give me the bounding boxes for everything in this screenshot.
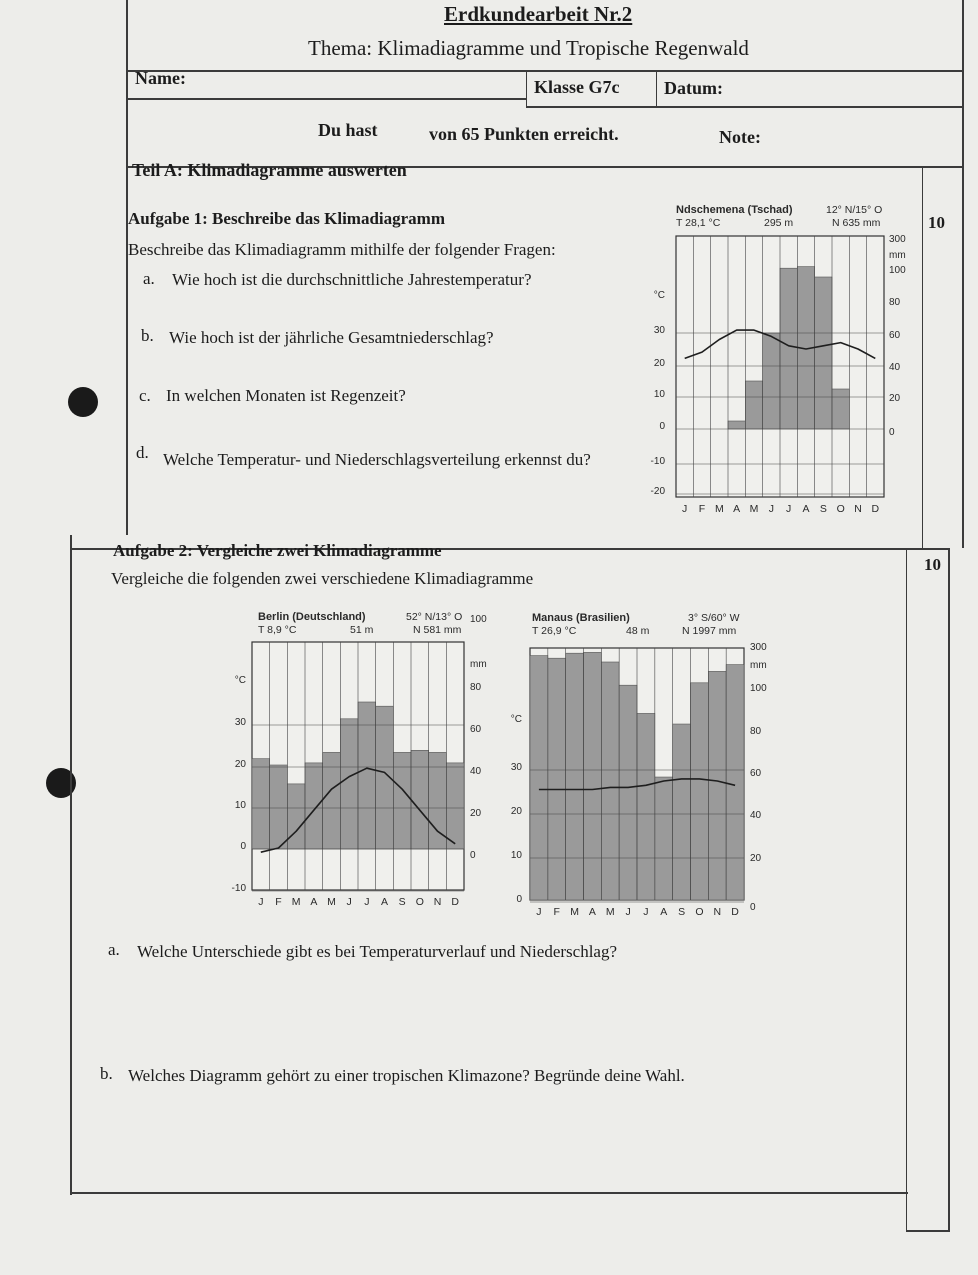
precip-bar-a-7 (655, 777, 673, 900)
climate-chart-ndschamena (651, 204, 907, 515)
score-prefix: Du hast (318, 120, 378, 140)
month-label-6: J (786, 503, 792, 515)
month-label-1: F (275, 896, 282, 908)
precip-tick-label: 80 (470, 682, 482, 693)
month-label-0: J (536, 906, 542, 918)
month-label-5: J (346, 896, 352, 908)
name-label: Name: (135, 68, 186, 88)
precip-tick-label: 20 (750, 853, 762, 864)
precip-bar-j-0 (252, 759, 270, 849)
temp-tick-label: -10 (231, 883, 246, 894)
chart-title: Berlin (Deutschland) (258, 611, 366, 623)
chart-coords: 52° N/13° O (406, 611, 463, 623)
month-label-5: J (768, 503, 774, 515)
precip-bar-a-3 (305, 763, 323, 849)
task1-points: 10 (928, 213, 945, 232)
precip-bar-j-5 (619, 685, 637, 900)
month-label-0: J (682, 503, 688, 515)
month-label-10: N (433, 896, 442, 908)
temp-tick-label: °C (510, 714, 522, 725)
month-label-9: O (415, 896, 424, 908)
month-label-2: M (291, 896, 301, 908)
temp-tick-label: 30 (234, 717, 246, 728)
month-label-0: J (258, 896, 264, 908)
precip-tick-label: mm (750, 660, 767, 671)
month-label-4: M (327, 896, 336, 908)
precip-tick-label: 60 (750, 768, 762, 779)
month-label-5: J (625, 906, 631, 918)
climate-chart-manaus (511, 612, 767, 918)
month-label-3: A (733, 503, 741, 515)
precip-tick-label: 100 (889, 265, 906, 276)
precip-bar-o-9 (691, 683, 709, 900)
precip-bar-j-0 (530, 656, 548, 900)
precip-tick-label: 80 (750, 726, 762, 737)
precip-bar-d-11 (446, 763, 464, 849)
month-label-8: S (819, 503, 827, 515)
month-label-4: M (749, 503, 759, 515)
precip-tick-label: mm (470, 659, 487, 670)
chart-coords: 3° S/60° W (688, 612, 740, 624)
month-label-10: N (713, 906, 722, 918)
month-label-11: D (871, 503, 880, 515)
worksheet-theme: Thema: Klimadiagramme und Tropische Regenwald (308, 36, 749, 60)
month-label-2: M (570, 906, 579, 918)
precip-tick-label: 300 (889, 234, 906, 245)
precip-tick-label: 40 (470, 766, 482, 777)
precip-tick-label: 100 (470, 614, 487, 625)
climate-chart-berlin (232, 611, 488, 908)
precip-tick-label: 0 (750, 902, 756, 913)
grade-label: Note: (719, 127, 761, 147)
month-label-7: A (660, 906, 668, 918)
precip-tick-label: 60 (470, 724, 482, 735)
question-b-label: b. (141, 326, 154, 345)
chart-title: Ndschemena (Tschad) (676, 204, 793, 216)
precip-bar-j-6 (780, 268, 797, 429)
precip-bar-s-8 (673, 724, 691, 900)
temp-tick-label: -10 (650, 456, 665, 467)
month-label-1: F (553, 906, 560, 918)
precip-tick-label: 300 (750, 642, 767, 653)
date-label: Datum: (664, 78, 723, 98)
temp-tick-label: 30 (510, 762, 522, 773)
precip-bar-o-9 (411, 750, 429, 849)
precip-bar-j-6 (358, 702, 376, 849)
temp-tick-label: 20 (510, 806, 522, 817)
month-label-9: O (836, 503, 845, 515)
precip-tick-label: 0 (889, 427, 895, 438)
question-b-text: Wie hoch ist der jährliche Gesamtniederschlag? (169, 328, 494, 347)
month-label-9: O (695, 906, 704, 918)
precip-bar-n-10 (708, 671, 726, 900)
precip-bar-m-4 (601, 662, 619, 900)
temp-tick-label: 0 (240, 841, 246, 852)
question-a-text: Wie hoch ist die durchschnittliche Jahrestemperatur? (172, 270, 532, 289)
temp-tick-label: °C (653, 290, 665, 301)
month-label-3: A (588, 906, 596, 918)
month-label-7: A (380, 896, 389, 908)
temp-tick-label: 10 (510, 850, 522, 861)
task2-question-a-label: a. (108, 940, 120, 959)
task2-question-b-label: b. (100, 1064, 113, 1083)
temp-tick-label: 30 (653, 325, 665, 336)
temp-tick-label: 10 (653, 389, 665, 400)
task2-intro: Vergleiche die folgenden zwei verschiedene Klimadiagramme (111, 569, 534, 588)
precip-bar-j-5 (340, 719, 358, 849)
month-label-10: N (854, 503, 862, 515)
chart-annual-precip: N 635 mm (832, 217, 881, 229)
precip-bar-m-2 (287, 784, 305, 849)
precip-bar-a-3 (584, 652, 602, 900)
precip-tick-label: 20 (470, 808, 482, 819)
temp-tick-label: 10 (234, 800, 246, 811)
precip-bar-m-4 (745, 381, 762, 429)
temp-tick-label: 0 (516, 894, 522, 905)
temp-tick-label: °C (234, 675, 246, 686)
temp-tick-label: 20 (653, 358, 665, 369)
chart-mean-temp: T 8,9 °C (258, 624, 297, 636)
month-label-1: F (698, 503, 706, 515)
chart-mean-temp: T 28,1 °C (676, 217, 721, 229)
precip-bar-j-6 (637, 713, 655, 900)
precip-tick-label: 40 (750, 810, 762, 821)
precip-bar-j-5 (763, 333, 780, 429)
precip-tick-label: 0 (470, 850, 476, 861)
score-text: von 65 Punkten erreicht. (429, 124, 619, 144)
question-d-label: d. (136, 443, 149, 462)
chart-altitude: 295 m (764, 217, 794, 229)
precip-tick-label: mm (889, 250, 906, 261)
precip-tick-label: 20 (889, 393, 901, 404)
chart-annual-precip: N 581 mm (413, 624, 462, 636)
month-label-3: A (310, 896, 318, 908)
part-a-heading: Teil A: Klimadiagramme auswerten (132, 160, 407, 180)
precip-bar-f-1 (270, 765, 288, 849)
precip-tick-label: 60 (889, 330, 901, 341)
precip-tick-label: 100 (750, 683, 767, 694)
worksheet-title: Erdkundearbeit Nr.2 (444, 2, 633, 26)
task2-title: Aufgabe 2: Vergleiche zwei Klimadiagramme (113, 541, 442, 560)
month-label-4: M (605, 906, 615, 918)
chart-altitude: 51 m (350, 624, 374, 636)
question-c-label: c. (139, 386, 151, 405)
question-d-text: Welche Temperatur- und Niederschlagsverteilung erkennst du? (163, 450, 591, 469)
chart-mean-temp: T 26,9 °C (532, 625, 577, 637)
precip-bar-o-9 (832, 389, 849, 429)
month-label-8: S (678, 906, 686, 918)
month-label-8: S (398, 896, 406, 908)
precip-tick-label: 80 (889, 297, 901, 308)
precip-bar-f-1 (548, 658, 566, 900)
temp-tick-label: 20 (234, 759, 246, 770)
class-label: Klasse G7c (534, 77, 620, 97)
task2-question-b-text: Welches Diagramm gehört zu einer tropischen Klimazone? Begründe deine Wahl. (128, 1066, 685, 1085)
temp-tick-label: -20 (650, 486, 665, 497)
chart-coords: 12° N/15° O (826, 204, 883, 216)
precip-bar-a-3 (728, 421, 745, 429)
task2-points: 10 (924, 555, 941, 574)
precip-bar-m-2 (566, 653, 584, 900)
month-label-6: J (364, 896, 370, 908)
question-a-label: a. (143, 269, 155, 288)
month-label-2: M (714, 503, 724, 515)
task1-intro: Beschreibe das Klimadiagramm mithilfe der folgender Fragen: (128, 240, 556, 259)
month-label-7: A (802, 503, 810, 515)
question-c-text: In welchen Monaten ist Regenzeit? (166, 386, 406, 405)
precip-tick-label: 40 (889, 362, 901, 373)
chart-altitude: 48 m (626, 625, 650, 637)
precip-bar-d-11 (726, 665, 744, 900)
month-label-11: D (731, 906, 739, 918)
temp-tick-label: 0 (659, 421, 665, 432)
chart-title: Manaus (Brasilien) (532, 612, 630, 624)
month-label-6: J (643, 906, 649, 918)
precip-bar-s-8 (815, 277, 832, 429)
month-label-11: D (451, 896, 459, 908)
task1-title: Aufgabe 1: Beschreibe das Klimadiagramm (128, 209, 446, 228)
task2-question-a-text: Welche Unterschiede gibt es bei Temperaturverlauf und Niederschlag? (137, 942, 618, 961)
chart-annual-precip: N 1997 mm (682, 625, 737, 637)
